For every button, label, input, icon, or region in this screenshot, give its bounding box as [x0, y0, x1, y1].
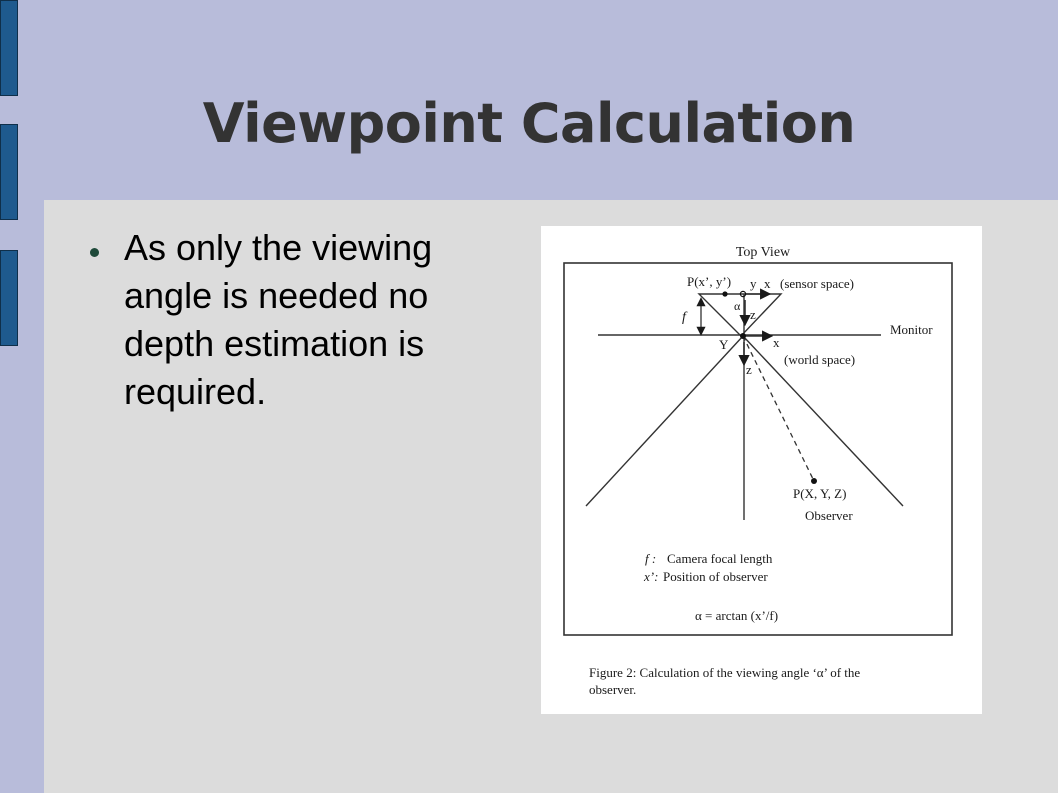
legend-f-symbol: f :: [645, 551, 657, 566]
label-point-image: P(x’, y’): [687, 274, 732, 289]
label-y-world: Y: [719, 337, 729, 352]
fov-left-line: [586, 336, 743, 506]
label-z-sensor: z: [750, 307, 756, 322]
image-point-marker: [722, 291, 727, 296]
world-origin-marker: [740, 333, 746, 339]
left-tab-3: [0, 250, 18, 346]
legend-formula: α = arctan (x’/f): [695, 608, 779, 623]
figure-panel: [541, 226, 982, 714]
label-x-world: x: [773, 335, 780, 350]
observer-point-marker: [811, 478, 817, 484]
label-monitor: Monitor: [890, 322, 933, 337]
label-z-world: z: [746, 362, 752, 377]
bullet-text: As only the viewing angle is needed no depth estimation is required.: [124, 227, 433, 412]
bullet-item: [86, 224, 506, 416]
slide-title: Viewpoint Calculation: [202, 92, 856, 155]
label-observer: Observer: [805, 508, 853, 523]
label-x-sensor: x: [764, 276, 771, 291]
label-f: f: [682, 310, 686, 325]
label-point-world: P(X, Y, Z): [793, 486, 847, 501]
label-sensor-space: (sensor space): [780, 276, 854, 291]
caption-line-1: Figure 2: Calculation of the viewing angle ‘α’ of the: [589, 665, 861, 680]
left-tab-1: [0, 0, 18, 96]
label-y-sensor: y: [750, 276, 757, 291]
bullet-dot-icon: [90, 248, 99, 257]
label-alpha: α: [734, 299, 741, 313]
caption-line-2: observer.: [589, 682, 637, 697]
legend-f-desc: Camera focal length: [667, 551, 773, 566]
viewpoint-diagram: [541, 226, 982, 714]
label-world-space: (world space): [784, 352, 856, 367]
legend-x-desc: Position of observer: [663, 569, 768, 584]
legend-x-symbol: x’:: [644, 569, 659, 584]
figure-header: Top View: [735, 245, 791, 260]
bullet-list: [86, 224, 506, 416]
